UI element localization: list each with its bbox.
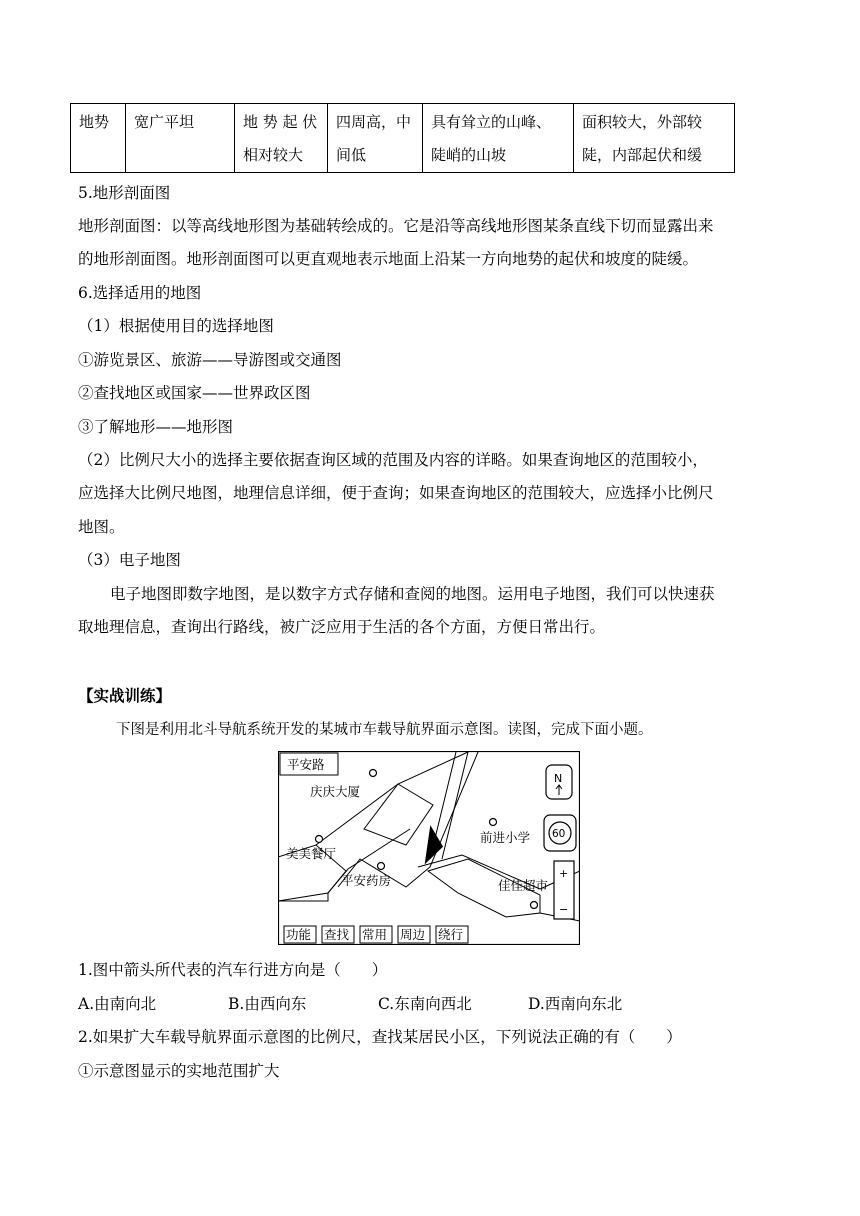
cell-text: 具有耸立的山峰、 陡峭的山坡 [431,113,552,164]
zoom-out-button[interactable]: − [559,903,569,916]
option-c: C.东南向西北 [378,995,472,1013]
search-button-label: 查找 [324,927,350,942]
place-label: 前进小学 [480,830,531,845]
option-b: B.由西向东 [228,995,307,1013]
road-label: 平安路 [287,757,325,772]
paragraph-line: 电子地图即数字地图，是以数字方式存储和查阅的地图。运用电子地图，我们可以快速获 [110,585,715,603]
question-stem: 2.如果扩大车载导航界面示意图的比例尺，查找某居民小区，下列说法正确的有（ ） [78,1028,682,1046]
cell-text: 地 势 起 伏 相对较大 [243,113,318,164]
table-cell [574,104,735,173]
table-cell [126,104,235,173]
place-marker [370,770,377,777]
place-label: 庆庆大厦 [310,784,361,799]
option-d: D.西南向东北 [528,995,623,1013]
function-button-label: 功能 [286,927,312,942]
table-cell [423,104,574,173]
cell-text: 地势 [79,113,110,131]
paragraph-line: （2）比例尺大小的选择主要依据查询区域的范围及内容的详略。如果查询地区的范围较小， [78,451,708,469]
cell-text: 面积较大，外部较 陡，内部起伏和缓 [582,113,703,164]
table-cell [71,104,126,173]
speed-value: 60 [552,828,566,840]
subheading: （3）电子地图 [78,551,181,569]
statement-item: ①示意图显示的实地范围扩大 [78,1062,280,1080]
place-label: 佳佳超市 [498,878,549,893]
cell-text: 四周高，中 间低 [336,113,412,164]
place-marker [490,819,497,826]
place-marker [316,836,323,843]
place-marker [378,863,385,870]
paragraph-line: 的地形剖面图。地形剖面图可以更直观地表示地面上沿某一方向地势的起伏和坡度的陡缓。 [78,250,699,268]
question-stem: 1.图中箭头所代表的汽车行进方向是（ ） [78,961,388,979]
place-marker [531,902,538,909]
north-label: N [554,772,563,785]
paragraph-line: 取地理信息，查询出行路线，被广泛应用于生活的各个方面，方便日常出行。 [78,618,606,636]
option-a: A.由南向北 [78,995,157,1013]
section-heading: 5.地形剖面图 [78,184,171,202]
paragraph-line: 应选择大比例尺地图，地理信息详细，便于查询；如果查询地区的范围较大，应选择小比例尺 [78,484,714,502]
table-row [71,104,735,173]
subheading: （1）根据使用目的选择地图 [78,317,274,335]
list-item: ②查找地区或国家——世界政区图 [78,384,311,402]
practice-title: 【实战训练】 [78,686,172,705]
paragraph-line: 地形剖面图：以等高线地形图为基础转绘成的。它是沿等高线地形图某条直线下切而显露出来 [78,217,714,235]
question-intro: 下图是利用北斗导航系统开发的某城市车载导航界面示意图。读图，完成下面小题。 [116,722,653,738]
cell-text: 宽广平坦 [134,113,195,131]
terrain-table [70,103,735,173]
place-label: 美美餐厅 [286,846,337,861]
detour-button-label: 绕行 [438,927,464,942]
paragraph-line: 地图。 [78,518,125,536]
frequent-button-label: 常用 [362,927,388,942]
list-item: ③了解地形——地形图 [78,418,234,436]
navigation-map [278,751,580,945]
table-cell [235,104,328,173]
nearby-button-label: 周边 [400,927,426,942]
table-cell [328,104,423,173]
section-heading: 6.选择适用的地图 [78,284,202,302]
place-label: 平安药房 [341,873,392,888]
list-item: ①游览景区、旅游——导游图或交通图 [78,351,342,369]
zoom-in-button[interactable]: + [559,867,569,880]
